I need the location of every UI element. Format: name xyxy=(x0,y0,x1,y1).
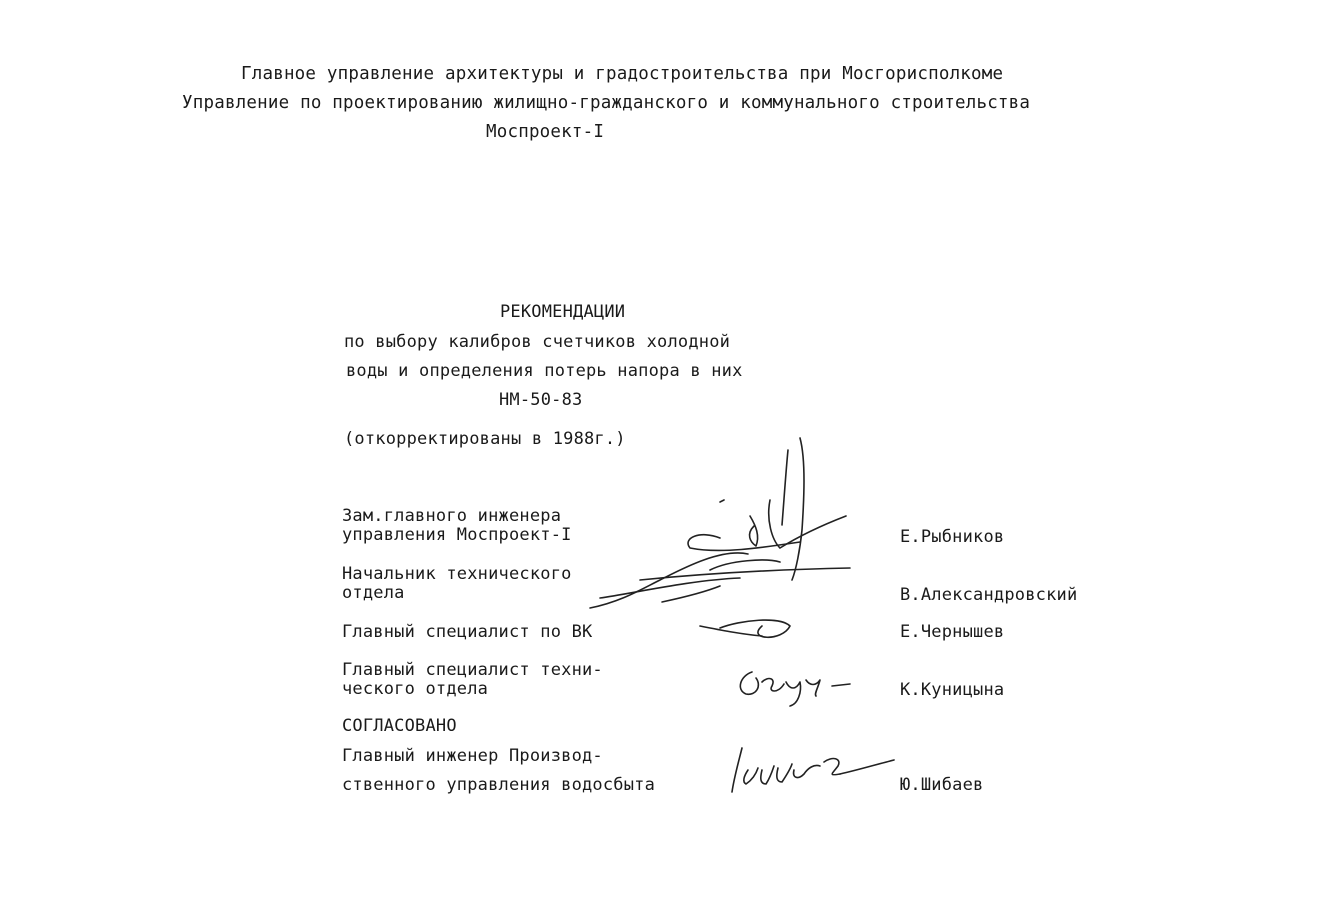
title-line-1: по выбору калибров счетчиков холодной xyxy=(344,332,731,352)
signatory-4-position-2: ческого отдела xyxy=(342,679,489,699)
signatory-1-name: Е.Рыбников xyxy=(900,527,1005,547)
signature-shibaev xyxy=(728,740,898,800)
document-code: НМ-50-83 xyxy=(499,390,583,410)
title-line-2: воды и определения потерь напора в них xyxy=(346,361,743,381)
signatory-3-name: Е.Чернышев xyxy=(900,622,1005,642)
signatory-1-position: Зам.главного инженера xyxy=(342,506,562,526)
signatory-2-name: В.Александровский xyxy=(900,585,1078,605)
signature-scribble-large xyxy=(570,430,870,650)
signatory-4-position: Главный специалист техни- xyxy=(342,660,603,680)
agreed-position-2: ственного управления водосбыта xyxy=(342,775,656,795)
document-title: РЕКОМЕНДАЦИИ xyxy=(500,302,626,322)
revision-note: (откорректированы в 1988г.) xyxy=(344,429,626,449)
header-line-2: Управление по проектированию жилищно-гражданского и коммунального строительства xyxy=(182,93,1031,113)
signatory-2-position: Начальник технического xyxy=(342,564,572,584)
signatory-3-position: Главный специалист по ВК xyxy=(342,622,593,642)
agreed-name: Ю.Шибаев xyxy=(900,775,984,795)
signature-kunitsyna xyxy=(732,660,862,710)
header-line-3: Моспроект-I xyxy=(486,122,605,142)
signatory-4-name: К.Куницына xyxy=(900,680,1005,700)
agreed-label: СОГЛАСОВАНО xyxy=(342,716,457,736)
header-line-1: Главное управление архитектуры и градостроительства при Мосгорисполкоме xyxy=(241,64,1004,84)
signatory-1-position-2: управления Моспроект-I xyxy=(342,525,572,545)
agreed-position: Главный инженер Производ- xyxy=(342,746,603,766)
signatory-2-position-2: отдела xyxy=(342,583,405,603)
